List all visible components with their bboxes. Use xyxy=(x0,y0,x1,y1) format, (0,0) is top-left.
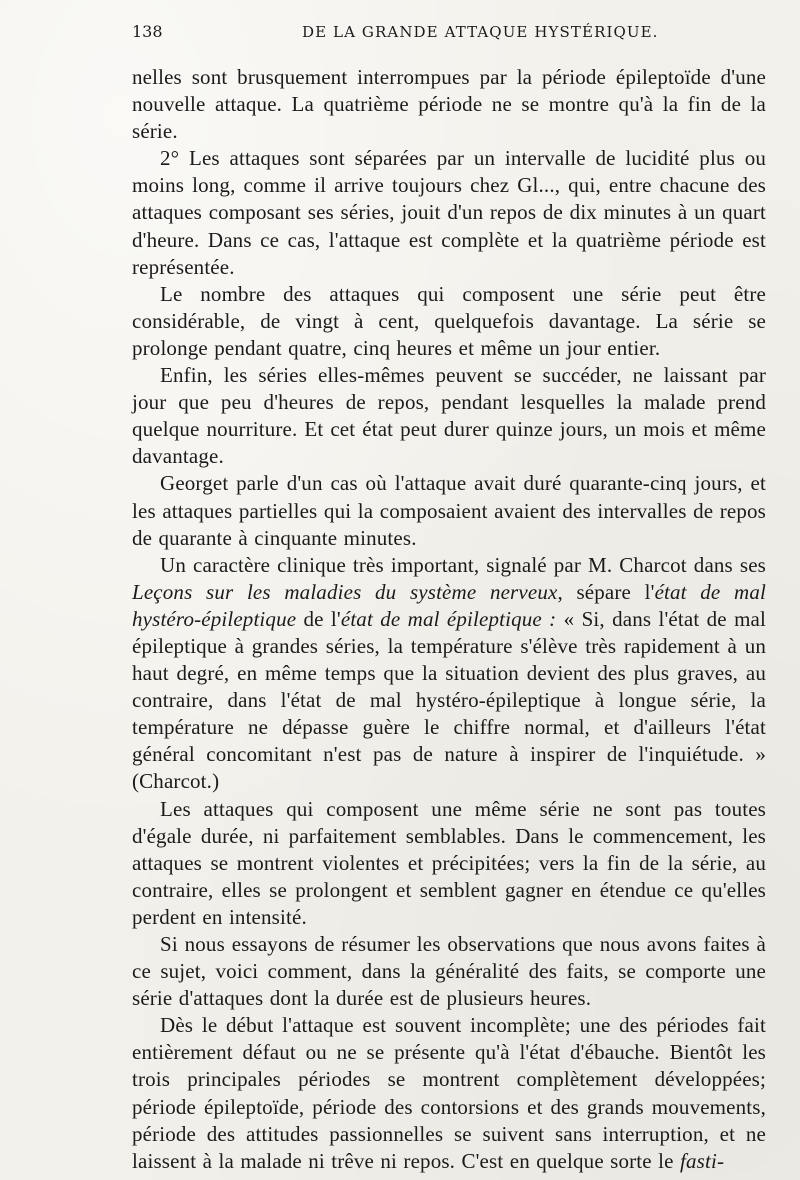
paragraph: Georget parle d'un cas où l'attaque avait duré quarante-cinq jours, et les attaques partielles qui la composaient avaient des intervalles de repos de quarante à cinquante minutes. xyxy=(132,471,766,550)
running-head xyxy=(132,22,766,56)
paragraph: Le nombre des attaques qui composent une série peut être considérable, de vingt à cent, quelquefois davantage. La série se prolonge pendant quatre, cinq heures et même un jour entier. xyxy=(132,281,766,360)
text-run: Dès le début l'attaque est souvent incomplète; une des périodes fait entièrement défaut ou ne se présente qu'à l'état d'ébauche. Bientôt les trois principales périodes se montrent complètement développées; période épileptoïde, période des contorsions et des grands mouvements, période des attitudes passionnelles se suivent sans interruption, et ne laissent à la malade ni trêve ni repos. C'est en quelque sorte le xyxy=(132,1013,766,1173)
paragraph: Enfin, les séries elles-mêmes peuvent se succéder, ne laissant par jour que peu d'heures de repos, pendant lesquelles la malade prend quelque nourriture. Et cet état peut durer quinze jours, un mois et même davantage. xyxy=(132,363,766,469)
text-run: de l' xyxy=(296,606,341,631)
paragraph-final xyxy=(132,1012,766,1175)
text-run: , sépare l' xyxy=(557,579,655,604)
paragraph-charcot-quote xyxy=(132,552,766,796)
paragraph: nelles sont brusquement interrompues par la période épileptoïde d'une nouvelle attaque. La quatrième période ne se montre qu'à la fin de la série. xyxy=(132,65,766,144)
paragraph: 2° Les attaques sont séparées par un intervalle de lucidité plus ou moins long, comme il arrive toujours chez Gl..., qui, entre chacune des attaques composant ses séries, jouit d'un repos de dix minutes à un quart d'heure. Dans ce cas, l'attaque est complète et la quatrième période est représentée. xyxy=(132,146,766,279)
paragraph: Si nous essayons de résumer les observations que nous avons faites à ce sujet, voici comment, dans la généralité des faits, se comporte une série d'attaques dont la durée est de plusieurs heures. xyxy=(132,932,766,1011)
paragraph: Les attaques qui composent une même série ne sont pas toutes d'égale durée, ni parfaitement semblables. Dans le commencement, les attaques se montrent violentes et précipitées; vers la fin de la série, au contraire, elles se prolongent et semblent gagner en étendue ce qu'elles perdent en intensité. xyxy=(132,796,766,929)
page-number: 138 xyxy=(132,22,163,41)
italic-term: état de mal hystéro-épileptique xyxy=(132,579,766,631)
running-title: DE LA GRANDE ATTAQUE HYSTÉRIQUE. xyxy=(302,23,659,41)
italic-term: état de mal épileptique : xyxy=(340,606,557,631)
italic-word: fasti- xyxy=(680,1148,725,1173)
body-text xyxy=(132,64,766,1175)
text-run: Un caractère clinique très important, signalé par M. Charcot dans ses xyxy=(160,552,766,577)
italic-title: Leçons sur les maladies du système nerveux xyxy=(132,579,558,604)
text-run: « Si, dans l'état de mal épileptique à grandes séries, la température s'élève très rapidement à un haut degré, en même temps que la situation devient des plus graves, au contraire, dans l'état de mal hystéro-épileptique à longue série, la température ne dépasse guère le chiffre normal, et d'ailleurs l'état général concomitant n'est pas de nature à inspirer de l'inquiétude. » (Charcot.) xyxy=(132,606,767,794)
